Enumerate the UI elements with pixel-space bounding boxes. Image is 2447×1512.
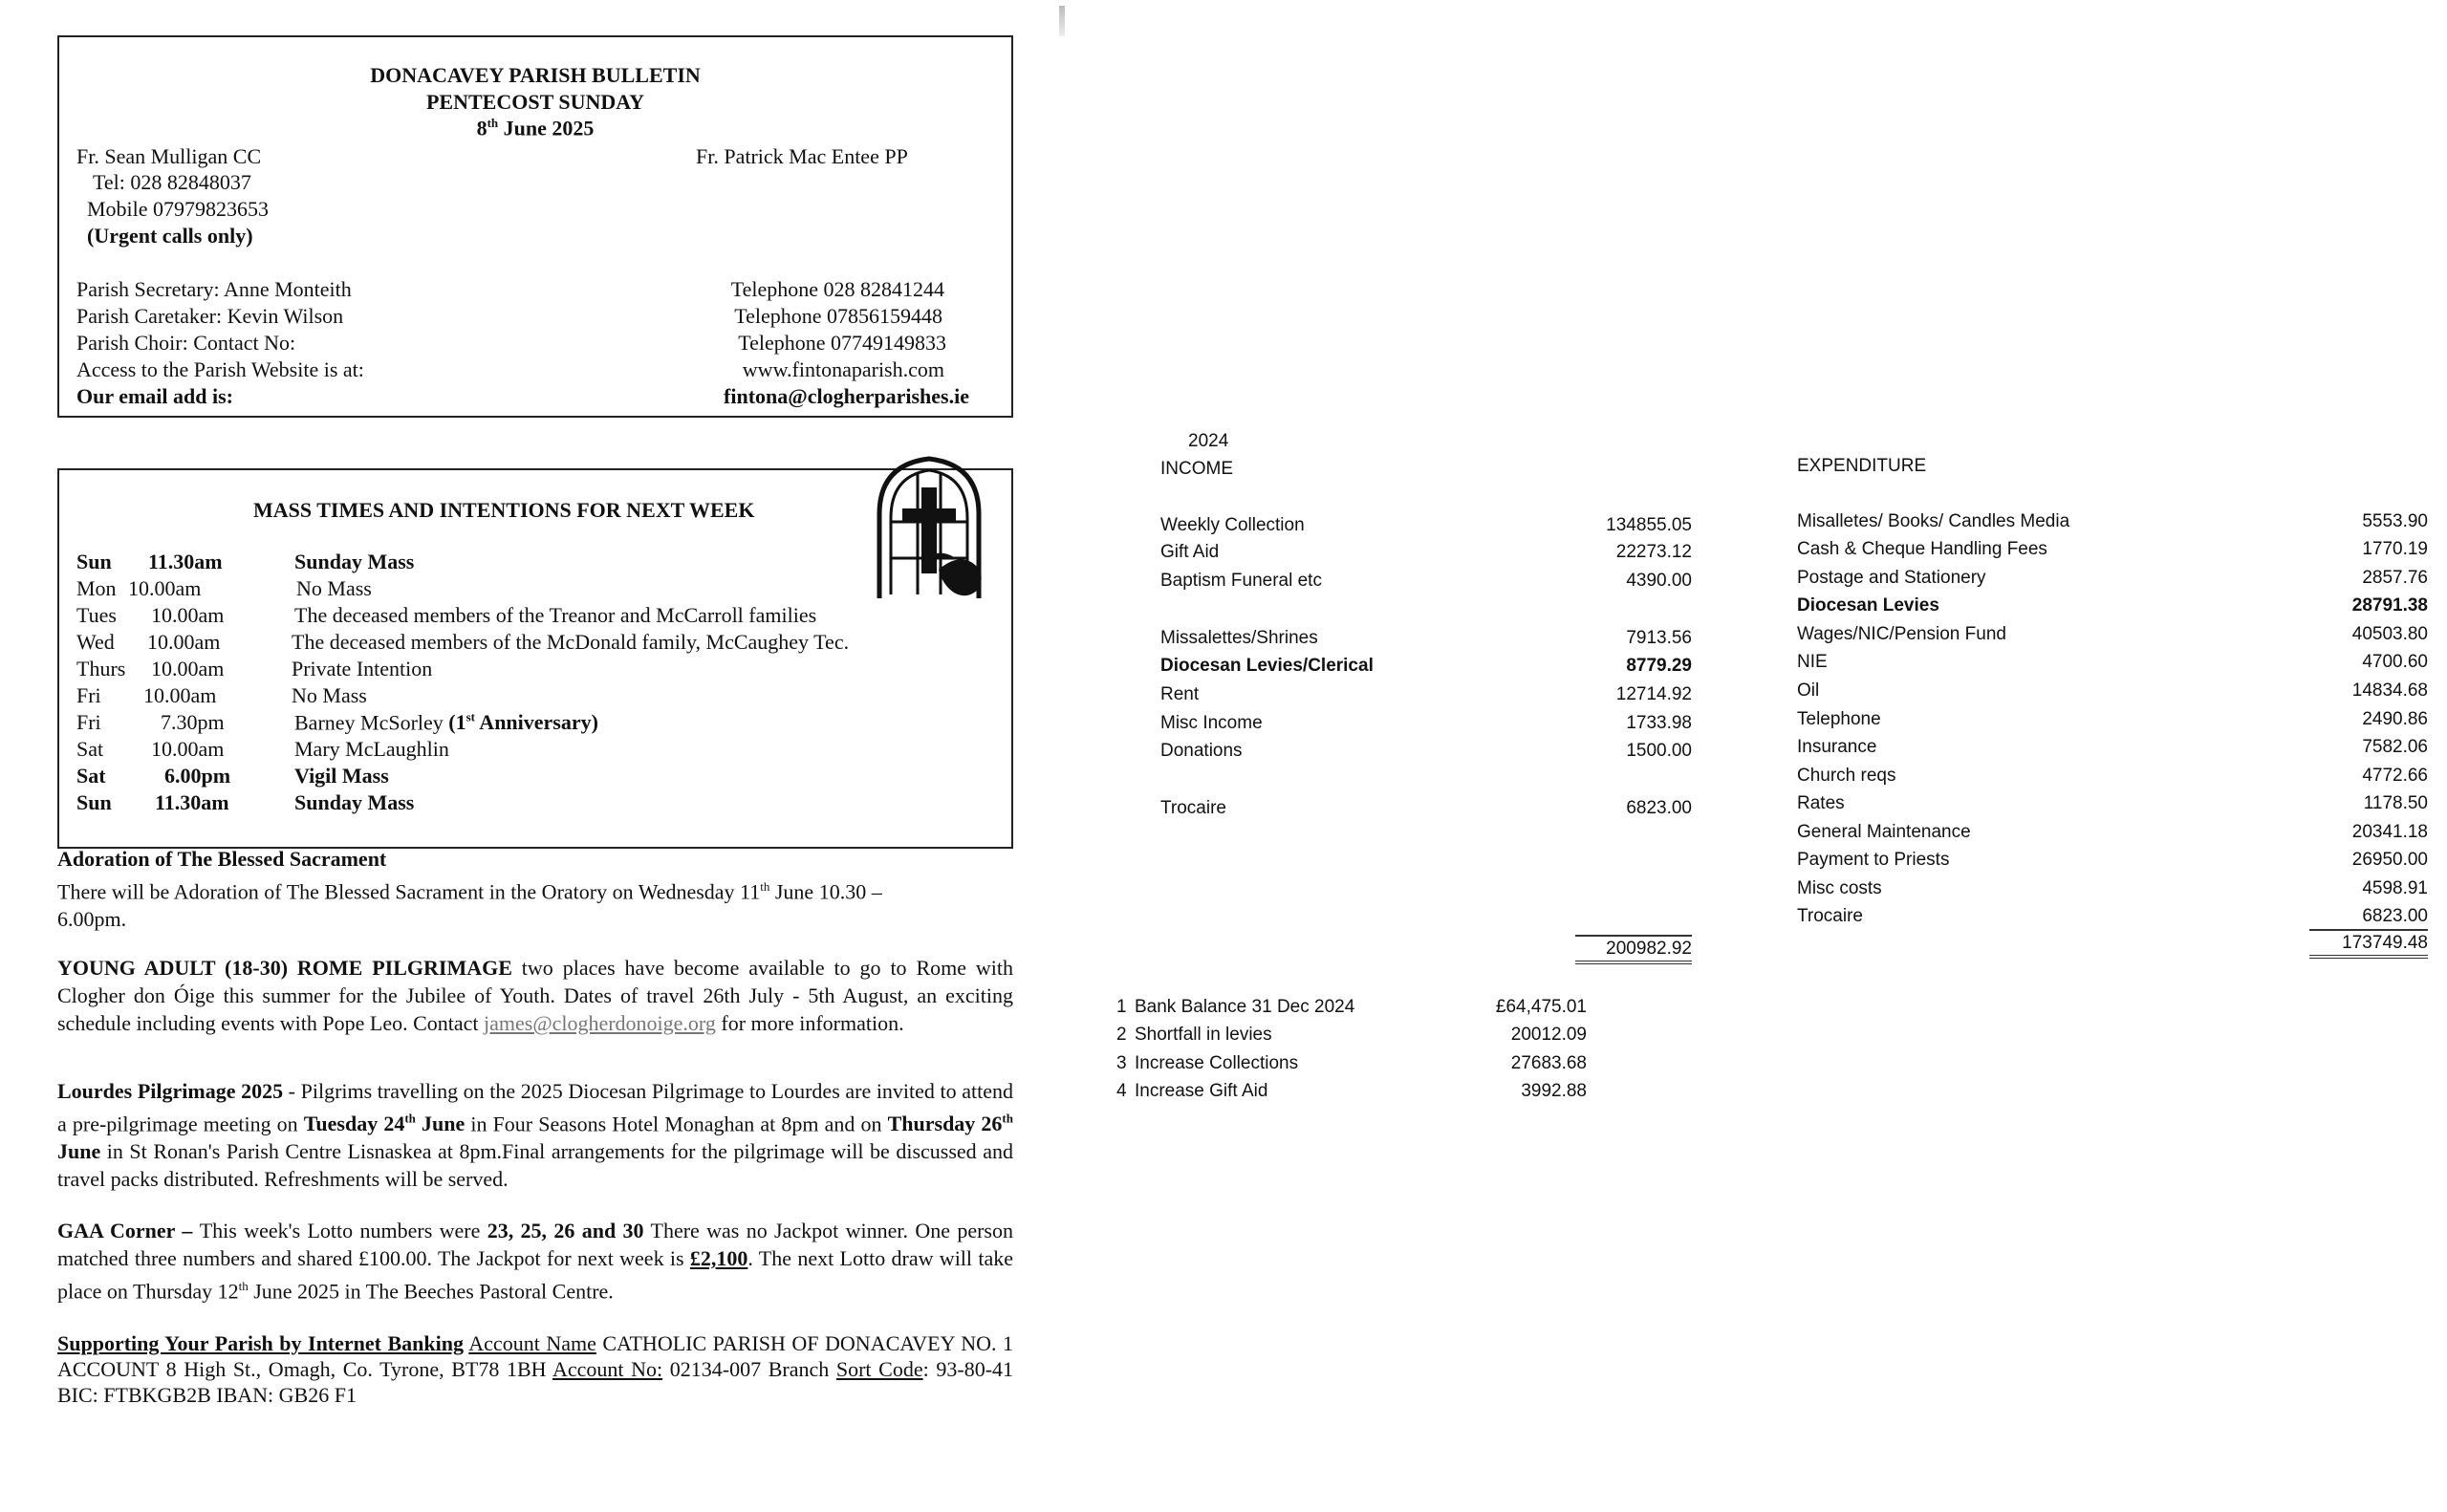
bulletin-date: 8th June 2025 bbox=[476, 116, 595, 140]
gaa-paragraph: GAA Corner – This week's Lotto numbers were 23, 25, 26 and 30 There was no Jackpot winner. One person matched three numbers and shared £100.00. The Jackpot for next week is £2,100. The next Lotto draw will take place on Thursday 12th June 2025 in The Beeches Pastoral Centre. bbox=[57, 1219, 1013, 1304]
curate-tel: Tel: 028 82848037 bbox=[93, 170, 251, 194]
expenditure-label: Misalletes/ Books/ Candles Media bbox=[1797, 511, 2070, 531]
mass-day: Fri bbox=[76, 683, 101, 707]
expenditure-label: Postage and Stationery bbox=[1797, 568, 1986, 588]
expenditure-value: 40503.80 bbox=[2351, 624, 2428, 644]
mass-intention: No Mass bbox=[292, 683, 367, 707]
income-value: 134855.05 bbox=[1606, 515, 1692, 535]
expenditure-label: Payment to Priests bbox=[1797, 850, 1950, 870]
income-value: 7913.56 bbox=[1626, 628, 1692, 648]
bulletin-subtitle: PENTECOST SUNDAY bbox=[425, 90, 644, 114]
mass-day: Sun bbox=[76, 550, 112, 573]
mass-time: 10.00am bbox=[151, 737, 225, 761]
note-value: £64,475.01 bbox=[1495, 997, 1587, 1017]
mass-intention: Sunday Mass bbox=[294, 550, 415, 573]
adoration-heading: Adoration of The Blessed Sacrament bbox=[57, 847, 387, 871]
adoration-text: There will be Adoration of The Blessed Sacrament in the Oratory on Wednesday 11th June 10.30 – 6.00pm. bbox=[57, 879, 882, 932]
rome-pilgrimage-paragraph: YOUNG ADULT (18-30) ROME PILGRIMAGE two places have become available to go to Rome with Clogher don Óige this summer for the Jubilee of Youth. Dates of travel 26th July - 5th August, an exciting schedule including events with Pope Leo. Contact james@clogherdonoige.org for more information. bbox=[57, 956, 1014, 1035]
income-label: Diocesan Levies/Clerical bbox=[1160, 656, 1374, 676]
income-total: 200982.92 bbox=[1575, 935, 1692, 964]
rome-heading: YOUNG ADULT (18-30) ROME PILGRIMAGE bbox=[57, 956, 512, 980]
note-number: 2 bbox=[1116, 1025, 1127, 1045]
mass-day: Thurs bbox=[76, 657, 126, 680]
expenditure-total: 173749.48 bbox=[2309, 929, 2428, 959]
mass-intention: The deceased members of the McDonald family, McCaughey Tec. bbox=[292, 630, 850, 654]
expenditure-label: Trocaire bbox=[1797, 906, 1863, 926]
note-label: Increase Gift Aid bbox=[1135, 1081, 1268, 1101]
note-label: Increase Collections bbox=[1135, 1053, 1299, 1073]
mass-day: Mon bbox=[76, 576, 117, 600]
note-value: 27683.68 bbox=[1510, 1053, 1587, 1073]
income-value: 4390.00 bbox=[1626, 571, 1692, 591]
note-number: 1 bbox=[1116, 997, 1127, 1017]
curate-name: Fr. Sean Mulligan CC bbox=[76, 144, 262, 168]
income-label: Donations bbox=[1160, 741, 1243, 761]
expenditure-label: Church reqs bbox=[1797, 766, 1896, 786]
income-value: 1733.98 bbox=[1626, 713, 1692, 733]
bulletin-page bbox=[0, 0, 1042, 1512]
note-label: Shortfall in levies bbox=[1135, 1025, 1272, 1045]
expenditure-value: 26950.00 bbox=[2351, 850, 2428, 870]
mass-day: Tues bbox=[76, 603, 117, 627]
gaa-heading: GAA Corner – bbox=[57, 1219, 200, 1242]
income-value: 12714.92 bbox=[1615, 684, 1692, 704]
income-label: Missalettes/Shrines bbox=[1160, 628, 1318, 648]
expenditure-value: 2490.86 bbox=[2362, 709, 2428, 729]
note-number: 4 bbox=[1116, 1081, 1127, 1101]
lourdes-heading: Lourdes Pilgrimage 2025 bbox=[57, 1079, 284, 1103]
expenditure-value: 6823.00 bbox=[2362, 906, 2428, 926]
curate-note: (Urgent calls only) bbox=[87, 224, 253, 248]
income-value: 8779.29 bbox=[1626, 656, 1692, 676]
mass-time: 11.30am bbox=[148, 550, 223, 573]
pp-name: Fr. Patrick Mac Entee PP bbox=[696, 144, 908, 168]
contact-value: Telephone 028 82841244 bbox=[730, 277, 944, 301]
expenditure-value: 4772.66 bbox=[2362, 766, 2428, 786]
expenditure-label: General Maintenance bbox=[1797, 822, 1971, 842]
mass-time: 11.30am bbox=[155, 790, 229, 814]
expenditure-value: 20341.18 bbox=[2351, 822, 2428, 842]
mass-intention: Mary McLaughlin bbox=[294, 737, 449, 761]
expenditure-label: Oil bbox=[1797, 680, 1820, 701]
expenditure-value: 2857.76 bbox=[2362, 568, 2428, 588]
website-link[interactable]: www.fintonaparish.com bbox=[742, 357, 944, 381]
mass-time: 10.00am bbox=[151, 657, 225, 680]
expenditure-value: 5553.90 bbox=[2362, 511, 2428, 531]
mass-intention: The deceased members of the Treanor and McCarroll families bbox=[294, 603, 817, 627]
mass-time: 10.00am bbox=[151, 603, 225, 627]
accounts-year: 2024 bbox=[1188, 431, 1229, 451]
contact-label: Access to the Parish Website is at: bbox=[76, 357, 364, 381]
income-value: 22273.12 bbox=[1615, 542, 1692, 562]
income-value: 6823.00 bbox=[1626, 798, 1692, 818]
contact-label: Our email add is: bbox=[76, 384, 234, 408]
expenditure-label: Cash & Cheque Handling Fees bbox=[1797, 539, 2047, 559]
income-label: Trocaire bbox=[1160, 798, 1226, 818]
expenditure-value: 28791.38 bbox=[2351, 595, 2428, 616]
note-number: 3 bbox=[1116, 1053, 1127, 1073]
expenditure-label: Rates bbox=[1797, 793, 1845, 813]
mass-heading: MASS TIMES AND INTENTIONS FOR NEXT WEEK bbox=[253, 498, 755, 522]
banking-paragraph: Supporting Your Parish by Internet Banking Account Name CATHOLIC PARISH OF DONACAVEY NO. 1 ACCOUNT 8 High St., Omagh, Co. Tyrone, BT78 1BH Account No: 02134-007 Branch Sort Code: 93-80-41 BIC: FTBKGB2B IBAN: GB26 F1 bbox=[57, 1331, 1014, 1407]
income-label: Baptism Funeral etc bbox=[1160, 571, 1322, 591]
mass-time: 6.00pm bbox=[164, 764, 231, 788]
income-label: Rent bbox=[1160, 684, 1200, 704]
mass-day: Wed bbox=[76, 630, 115, 654]
expenditure-label: Misc costs bbox=[1797, 878, 1882, 898]
mass-time: 10.00am bbox=[147, 630, 221, 654]
email-link[interactable]: fintona@clogherparishes.ie bbox=[724, 384, 969, 408]
mass-time: 7.30pm bbox=[161, 710, 225, 734]
mass-intention: Barney McSorley (1st Anniversary) bbox=[294, 710, 598, 735]
income-label: Gift Aid bbox=[1160, 542, 1220, 562]
rome-email-link[interactable]: james@clogherdonoige.org bbox=[484, 1011, 716, 1035]
mass-time: 10.00am bbox=[128, 576, 202, 600]
church-window-icon bbox=[872, 455, 992, 600]
expenditure-label: Telephone bbox=[1797, 709, 1881, 729]
mass-intention: Vigil Mass bbox=[294, 764, 389, 788]
curate-mobile: Mobile 07979823653 bbox=[87, 197, 270, 221]
bulletin-title: DONACAVEY PARISH BULLETIN bbox=[370, 63, 701, 87]
expenditure-label: Diocesan Levies bbox=[1797, 595, 1939, 616]
income-label: Weekly Collection bbox=[1160, 515, 1305, 535]
expenditure-value: 7582.06 bbox=[2362, 737, 2428, 757]
accounts-page bbox=[1051, 0, 2447, 1512]
expenditure-value: 14834.68 bbox=[2351, 680, 2428, 701]
contact-value: Telephone 07749149833 bbox=[738, 331, 946, 355]
contact-label: Parish Caretaker: Kevin Wilson bbox=[76, 304, 344, 328]
contact-label: Parish Choir: Contact No: bbox=[76, 331, 296, 355]
note-value: 3992.88 bbox=[1521, 1081, 1587, 1101]
note-value: 20012.09 bbox=[1510, 1025, 1587, 1045]
note-label: Bank Balance 31 Dec 2024 bbox=[1135, 997, 1355, 1017]
expenditure-label: Wages/NIC/Pension Fund bbox=[1797, 624, 2006, 644]
expenditure-heading: EXPENDITURE bbox=[1797, 456, 1927, 476]
mass-intention: No Mass bbox=[296, 576, 372, 600]
contact-value: Telephone 07856159448 bbox=[734, 304, 942, 328]
banking-heading: Supporting Your Parish by Internet Banking bbox=[57, 1331, 464, 1355]
expenditure-value: 4598.91 bbox=[2362, 878, 2428, 898]
expenditure-value: 4700.60 bbox=[2362, 652, 2428, 672]
expenditure-value: 1178.50 bbox=[2363, 793, 2428, 813]
lotto-numbers: 23, 25, 26 and 30 bbox=[487, 1219, 644, 1242]
expenditure-label: NIE bbox=[1797, 652, 1828, 672]
mass-time: 10.00am bbox=[143, 683, 217, 707]
expenditure-value: 1770.19 bbox=[2362, 539, 2428, 559]
jackpot-amount: £2,100 bbox=[689, 1246, 748, 1270]
lourdes-paragraph: Lourdes Pilgrimage 2025 - Pilgrims travelling on the 2025 Diocesan Pilgrimage to Lourdes are invited to attend a pre-pilgrimage meeting on Tuesday 24th June in Four Seasons Hotel Monaghan at 8pm and on Thursday 26th June in St Ronan's Parish Centre Lisnaskea at 8pm.Final arrangements for the pilgrimage will be discussed and travel packs distributed. Refreshments will be served. bbox=[57, 1079, 1013, 1192]
mass-day: Sat bbox=[76, 764, 106, 788]
income-heading: INCOME bbox=[1160, 459, 1233, 479]
contact-label: Parish Secretary: Anne Monteith bbox=[76, 277, 352, 301]
income-value: 1500.00 bbox=[1626, 741, 1692, 761]
expenditure-label: Insurance bbox=[1797, 737, 1877, 757]
income-label: Misc Income bbox=[1160, 713, 1263, 733]
mass-day: Sat bbox=[76, 737, 104, 761]
mass-day: Sun bbox=[76, 790, 112, 814]
mass-intention: Sunday Mass bbox=[294, 790, 415, 814]
mass-intention: Private Intention bbox=[292, 657, 433, 680]
mass-day: Fri bbox=[76, 710, 101, 734]
anniversary-note: (1st Anniversary) bbox=[448, 710, 598, 735]
